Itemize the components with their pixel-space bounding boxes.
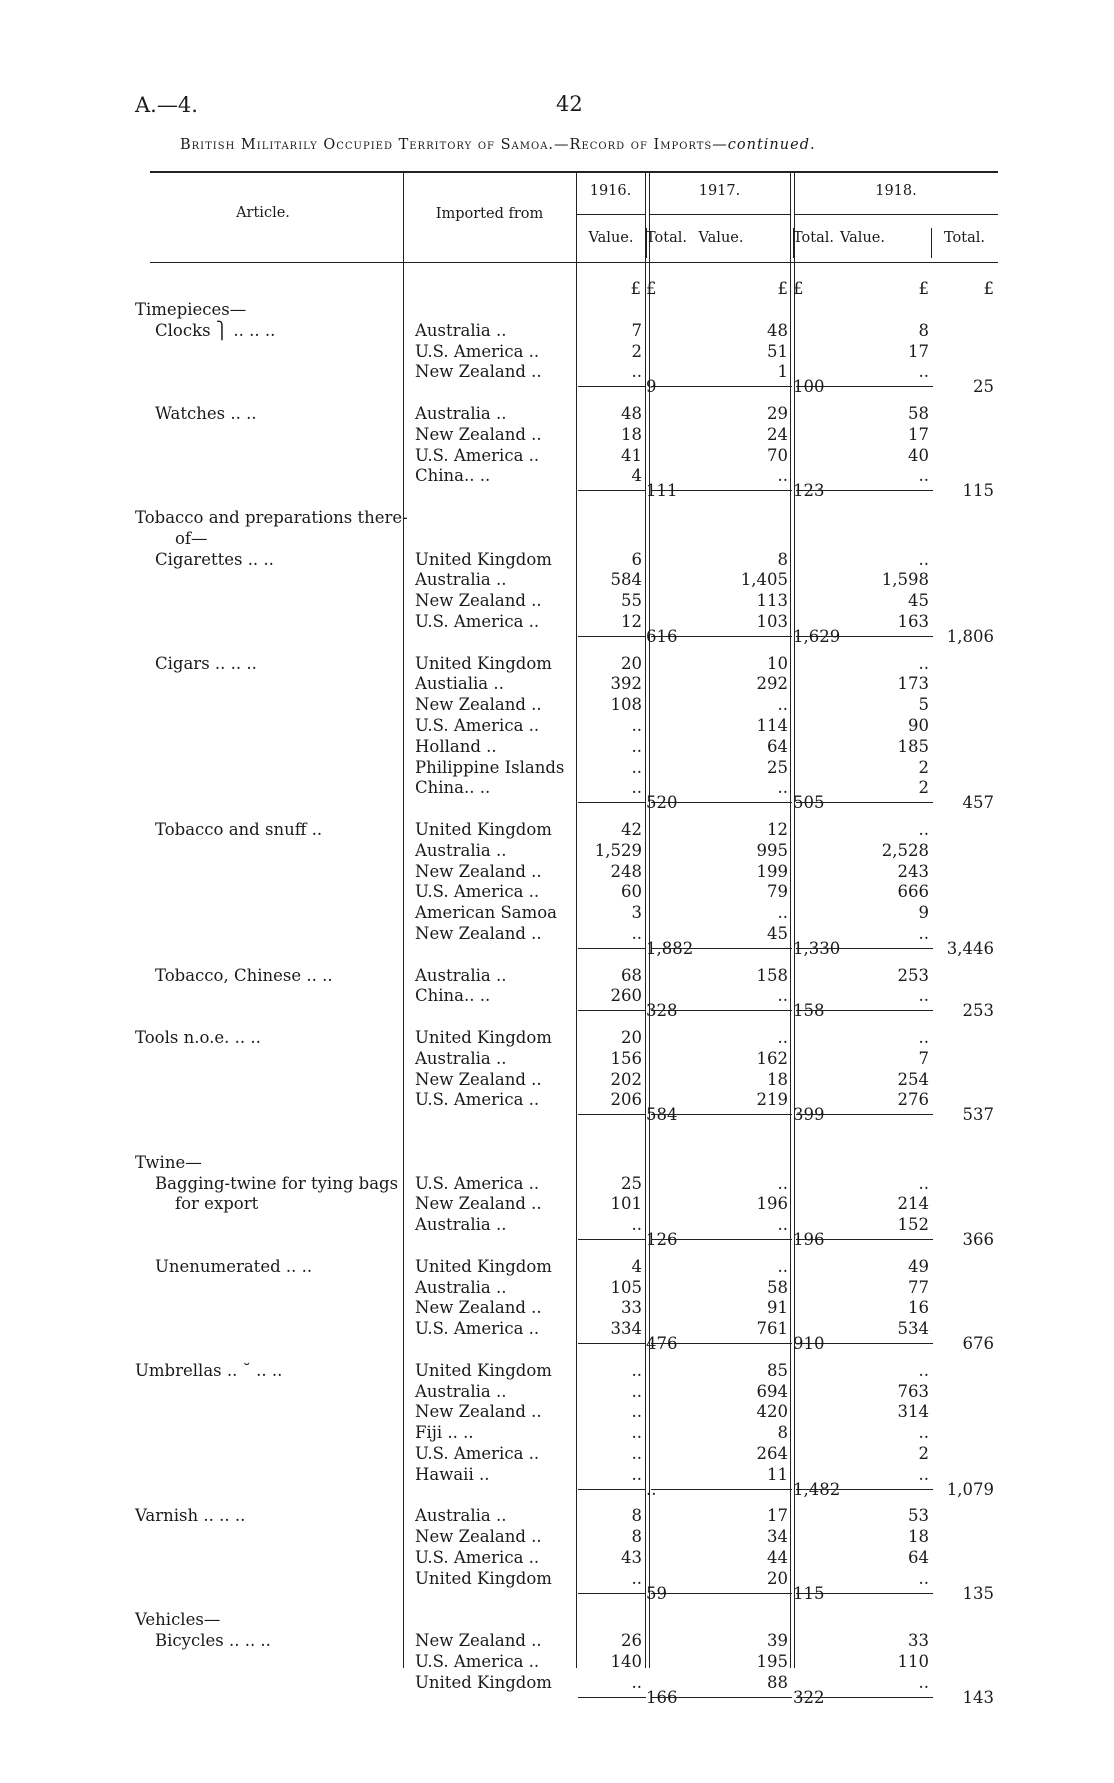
row-value-v18: .. — [918, 1173, 929, 1193]
header-total-1916: Total. — [646, 230, 687, 246]
row-value-v16: 8 — [631, 1506, 642, 1526]
row-source: New Zealand .. — [415, 924, 542, 943]
row-value-v16: .. — [631, 716, 642, 735]
currency-symbol: £ — [918, 279, 929, 298]
row-value-v16: 12 — [621, 612, 642, 631]
row-source: United Kingdom — [415, 549, 552, 569]
row-value-v17: 195 — [756, 1652, 788, 1671]
header-year-1918: 1918. — [875, 183, 917, 199]
row-value-v16: 20 — [621, 1028, 642, 1047]
row-value-v18: 77 — [908, 1277, 929, 1297]
row-source: United Kingdom — [415, 1028, 552, 1047]
header-total-1918: Total. — [944, 230, 985, 246]
row-value-v17: 199 — [756, 861, 788, 881]
subtotal-rule — [578, 1010, 646, 1011]
row-value-v16: .. — [631, 924, 642, 943]
row-source: U.S. America .. — [415, 1444, 540, 1463]
row-value-v16: 68 — [621, 965, 642, 985]
row-source: United Kingdom — [415, 1256, 552, 1276]
subtotal-rule — [578, 948, 646, 949]
row-value-v16: 3 — [631, 903, 642, 923]
row-source: New Zealand .. — [415, 1527, 542, 1547]
row-value-v16: .. — [631, 1444, 642, 1463]
row-value-v18: 2 — [918, 778, 929, 798]
row-source: New Zealand .. — [415, 1298, 542, 1318]
row-value-v17: 51 — [767, 341, 788, 361]
row-value-v16: 140 — [610, 1652, 642, 1671]
row-value-v18: 17 — [908, 341, 929, 361]
row-value-v18: .. — [918, 653, 929, 673]
year-subrule — [649, 214, 790, 215]
row-value-v18: 110 — [897, 1652, 929, 1671]
subtotal-rule — [651, 1489, 792, 1490]
row-total-t18: 25 — [973, 377, 994, 397]
subtotal-rule — [651, 386, 792, 387]
title-main: British Militarily Occupied Territory of Samoa.—Record of Imports— — [180, 137, 728, 153]
row-value-v18: 8 — [918, 320, 929, 340]
row-article: Tools n.o.e. .. .. — [135, 1028, 261, 1047]
header-value-1916: Value. — [588, 230, 634, 246]
row-source: New Zealand .. — [415, 1402, 542, 1422]
currency-symbol: £ — [983, 279, 994, 298]
row-value-v18: .. — [918, 1028, 929, 1047]
row-value-v16: .. — [631, 1672, 642, 1692]
row-article: of— — [175, 528, 208, 548]
row-total-t17: 910 — [793, 1334, 825, 1353]
row-total-t17: 100 — [793, 377, 825, 397]
row-value-v17: 292 — [756, 674, 788, 694]
row-value-v17: .. — [777, 466, 788, 486]
row-value-v18: .. — [918, 466, 929, 486]
row-total-t16: 328 — [646, 1001, 678, 1021]
row-value-v18: .. — [918, 1464, 929, 1484]
row-source: Australia .. — [415, 840, 507, 860]
row-value-v16: 20 — [621, 653, 642, 673]
row-source: New Zealand .. — [415, 591, 542, 611]
row-source: Australia .. — [415, 1048, 507, 1068]
year-subrule — [794, 214, 998, 215]
row-value-v16: 260 — [610, 986, 642, 1006]
subtotal-rule — [578, 1489, 646, 1490]
row-value-v18: .. — [918, 1360, 929, 1380]
row-value-v18: .. — [918, 1672, 929, 1692]
row-source: China.. .. — [415, 986, 491, 1006]
header-value-1917: Value. — [698, 230, 744, 246]
row-source: New Zealand .. — [415, 1631, 542, 1651]
row-value-v16: 33 — [621, 1298, 642, 1318]
row-value-v17: 103 — [756, 612, 788, 631]
row-value-v16: 48 — [621, 404, 642, 423]
row-total-t17: 1,330 — [793, 938, 841, 958]
row-value-v17: .. — [777, 986, 788, 1006]
row-total-t17: 123 — [793, 481, 825, 501]
row-value-v17: 264 — [756, 1444, 788, 1463]
row-value-v18: .. — [918, 986, 929, 1006]
row-source: Australia .. — [415, 1506, 507, 1526]
row-value-v17: 24 — [767, 424, 788, 444]
row-value-v17: .. — [777, 1173, 788, 1193]
row-source: New Zealand .. — [415, 695, 542, 715]
row-value-v17: .. — [777, 1256, 788, 1276]
row-article: Unenumerated .. .. — [155, 1256, 313, 1276]
row-source: U.S. America .. — [415, 882, 540, 902]
row-source: American Samoa — [415, 903, 557, 923]
row-value-v16: 202 — [610, 1069, 642, 1089]
row-source: Australia .. — [415, 1215, 507, 1235]
row-value-v17: 48 — [767, 320, 788, 340]
row-source: United Kingdom — [415, 1568, 552, 1588]
row-value-v16: 584 — [610, 570, 642, 590]
row-value-v17: 10 — [767, 653, 788, 673]
row-value-v18: 16 — [908, 1298, 929, 1318]
row-source: U.S. America .. — [415, 1652, 540, 1671]
row-value-v17: 761 — [756, 1319, 788, 1339]
header-article: Article. — [236, 205, 290, 221]
row-value-v17: 158 — [756, 965, 788, 985]
row-total-t16: .. — [646, 1479, 657, 1499]
col-rule-1918-a — [790, 171, 791, 1668]
row-value-v17: 85 — [767, 1360, 788, 1380]
row-value-v17: .. — [777, 778, 788, 798]
row-total-t16: 59 — [646, 1583, 667, 1603]
row-article: Tobacco, Chinese .. .. — [155, 965, 333, 985]
row-total-t17: 115 — [793, 1583, 825, 1603]
row-value-v18: 18 — [908, 1527, 929, 1547]
subtotal-rule — [578, 1593, 646, 1594]
row-value-v18: 45 — [908, 591, 929, 611]
header-top-rule — [150, 171, 998, 173]
row-value-v16: 26 — [621, 1631, 642, 1651]
row-value-v18: .. — [918, 1423, 929, 1443]
row-value-v17: 694 — [756, 1381, 788, 1401]
row-value-v18: 58 — [908, 404, 929, 423]
row-value-v18: 53 — [908, 1506, 929, 1526]
row-value-v18: .. — [918, 1568, 929, 1588]
row-total-t16: 1,882 — [646, 938, 694, 958]
header-bottom-rule — [150, 262, 998, 263]
row-value-v18: 163 — [897, 612, 929, 631]
row-value-v17: 64 — [767, 736, 788, 756]
row-article: Tobacco and snuff .. — [155, 820, 323, 839]
row-value-v17: 91 — [767, 1298, 788, 1318]
row-article: Tobacco and preparations there- — [135, 508, 408, 527]
row-value-v16: 8 — [631, 1527, 642, 1547]
row-value-v17: 1,405 — [740, 570, 788, 590]
row-total-t18: 115 — [962, 481, 994, 501]
row-value-v18: 2,528 — [881, 840, 929, 860]
row-value-v16: .. — [631, 1402, 642, 1422]
row-total-t16: 520 — [646, 793, 678, 813]
row-value-v16: 101 — [610, 1194, 642, 1214]
row-source: Hawaii .. — [415, 1464, 490, 1484]
row-value-v16: 42 — [621, 820, 642, 839]
row-source: New Zealand .. — [415, 362, 542, 382]
row-value-v17: 20 — [767, 1568, 788, 1588]
row-value-v17: 113 — [756, 591, 788, 611]
row-total-t16: 111 — [646, 481, 678, 501]
row-total-t17: 196 — [793, 1230, 825, 1249]
row-value-v16: .. — [631, 1381, 642, 1401]
row-value-v17: 17 — [767, 1506, 788, 1526]
title-continued: continued. — [727, 137, 816, 153]
row-value-v17: .. — [777, 1215, 788, 1235]
row-total-t16: 166 — [646, 1687, 678, 1707]
row-total-t17: 399 — [793, 1105, 825, 1125]
row-source: New Zealand .. — [415, 1069, 542, 1089]
row-value-v16: 18 — [621, 424, 642, 444]
row-value-v16: 4 — [631, 1256, 642, 1276]
header-imported-from: Imported from — [435, 206, 544, 222]
header-total-1917: Total. — [793, 230, 834, 246]
row-source: Australia .. — [415, 570, 507, 590]
row-value-v17: 70 — [767, 445, 788, 465]
row-value-v16: 60 — [621, 882, 642, 902]
row-value-v16: 43 — [621, 1548, 642, 1567]
row-source: U.S. America .. — [415, 1090, 540, 1110]
currency-symbol: £ — [646, 279, 657, 298]
row-source: Philippine Islands — [415, 757, 565, 777]
row-source: U.S. America .. — [415, 1319, 540, 1339]
row-value-v18: 173 — [897, 674, 929, 694]
row-source: U.S. America .. — [415, 341, 540, 361]
row-total-t17: 1,482 — [793, 1479, 841, 1499]
row-value-v17: 25 — [767, 757, 788, 777]
row-article: Vehicles— — [135, 1610, 221, 1630]
row-value-v18: 64 — [908, 1548, 929, 1567]
row-value-v17: 44 — [767, 1548, 788, 1567]
row-value-v17: 196 — [756, 1194, 788, 1214]
row-value-v17: 39 — [767, 1631, 788, 1651]
row-value-v17: .. — [777, 1028, 788, 1047]
row-article: for export — [175, 1194, 259, 1214]
row-value-v18: 763 — [897, 1381, 929, 1401]
row-value-v18: 185 — [897, 736, 929, 756]
row-value-v17: 995 — [756, 840, 788, 860]
row-value-v17: 18 — [767, 1069, 788, 1089]
row-source: Australia .. — [415, 404, 507, 423]
row-value-v16: .. — [631, 757, 642, 777]
page-title — [180, 137, 816, 153]
row-article: Bicycles .. .. .. — [155, 1631, 271, 1651]
row-article: Timepieces— — [135, 300, 247, 319]
row-value-v17: 34 — [767, 1527, 788, 1547]
row-source: New Zealand .. — [415, 1194, 542, 1214]
row-article: Watches .. .. — [155, 404, 257, 423]
row-source: China.. .. — [415, 466, 491, 486]
row-source: Australia .. — [415, 1277, 507, 1297]
row-value-v16: 25 — [621, 1173, 642, 1193]
subtotal-rule — [578, 1343, 646, 1344]
header-value-1918: Value. — [840, 230, 885, 246]
subtotal-rule — [578, 1114, 646, 1115]
row-article: Twine— — [135, 1152, 202, 1172]
row-value-v18: 40 — [908, 445, 929, 465]
row-article: Cigarettes .. .. — [155, 549, 274, 569]
row-total-t16: 476 — [646, 1334, 678, 1353]
row-source: New Zealand .. — [415, 861, 542, 881]
row-source: United Kingdom — [415, 820, 552, 839]
row-total-t18: 1,079 — [946, 1479, 994, 1499]
row-value-v17: 58 — [767, 1277, 788, 1297]
row-value-v18: .. — [918, 820, 929, 839]
currency-symbol: £ — [777, 279, 788, 298]
row-value-v16: 2 — [631, 341, 642, 361]
row-value-v18: 214 — [897, 1194, 929, 1214]
row-total-t16: 126 — [646, 1230, 678, 1249]
row-total-t17: 322 — [793, 1687, 825, 1707]
row-value-v18: 152 — [897, 1215, 929, 1235]
header-year-1917: 1917. — [698, 183, 741, 199]
row-total-t17: 505 — [793, 793, 825, 813]
row-total-t18: 3,446 — [946, 938, 994, 958]
year-subrule — [576, 214, 645, 215]
row-value-v17: 29 — [767, 404, 788, 423]
row-total-t16: 9 — [646, 377, 657, 397]
row-value-v17: 45 — [767, 924, 788, 943]
row-value-v18: 254 — [897, 1069, 929, 1089]
row-article: Umbrellas .. ˘ .. .. — [135, 1360, 283, 1380]
row-article: Cigars .. .. .. — [155, 653, 257, 673]
row-total-t17: 158 — [793, 1001, 825, 1021]
row-value-v16: 248 — [610, 861, 642, 881]
row-total-t18: 253 — [962, 1001, 994, 1021]
row-source: Australia .. — [415, 320, 507, 340]
row-value-v18: 5 — [918, 695, 929, 715]
row-value-v18: .. — [918, 362, 929, 382]
row-value-v16: .. — [631, 778, 642, 798]
row-value-v18: 666 — [897, 882, 929, 902]
row-value-v16: .. — [631, 1568, 642, 1588]
row-value-v17: 162 — [756, 1048, 788, 1068]
row-value-v16: 206 — [610, 1090, 642, 1110]
row-value-v16: 41 — [621, 445, 642, 465]
row-source: U.S. America .. — [415, 445, 540, 465]
currency-symbol: £ — [793, 279, 804, 298]
page-ref: A.—4. — [135, 93, 198, 117]
row-value-v16: 55 — [621, 591, 642, 611]
row-value-v18: 9 — [918, 903, 929, 923]
row-value-v16: 108 — [610, 695, 642, 715]
row-source: United Kingdom — [415, 1360, 552, 1380]
row-value-v18: 2 — [918, 757, 929, 777]
row-value-v18: 2 — [918, 1444, 929, 1463]
row-total-t18: 366 — [962, 1230, 994, 1249]
row-value-v18: 90 — [908, 716, 929, 735]
row-source: Australia .. — [415, 1381, 507, 1401]
row-total-t16: 584 — [646, 1105, 678, 1125]
row-value-v18: 49 — [908, 1256, 929, 1276]
row-value-v16: 392 — [610, 674, 642, 694]
subtotal-rule — [578, 636, 646, 637]
row-value-v18: 17 — [908, 424, 929, 444]
row-value-v18: .. — [918, 924, 929, 943]
row-total-t18: 537 — [962, 1105, 994, 1125]
row-value-v16: .. — [631, 736, 642, 756]
row-total-t18: 1,806 — [946, 626, 994, 646]
row-value-v16: .. — [631, 1360, 642, 1380]
row-total-t18: 676 — [962, 1334, 994, 1353]
row-value-v17: 12 — [767, 820, 788, 839]
row-value-v17: 420 — [756, 1402, 788, 1422]
row-total-t17: 1,629 — [793, 626, 841, 646]
row-source: United Kingdom — [415, 1672, 552, 1692]
row-value-v17: 219 — [756, 1090, 788, 1110]
subtotal-rule — [578, 386, 646, 387]
row-value-v18: 1,598 — [881, 570, 929, 590]
row-source: China.. .. — [415, 778, 491, 798]
row-source: Austialia .. — [415, 674, 504, 694]
row-value-v17: 79 — [767, 882, 788, 902]
row-value-v18: 276 — [897, 1090, 929, 1110]
row-value-v17: .. — [777, 695, 788, 715]
row-value-v16: 7 — [631, 320, 642, 340]
row-value-v18: .. — [918, 549, 929, 569]
row-value-v17: 8 — [777, 549, 788, 569]
subtotal-rule — [578, 490, 646, 491]
row-source: Fiji .. .. — [415, 1423, 474, 1443]
row-source: New Zealand .. — [415, 424, 542, 444]
currency-symbol: £ — [630, 279, 641, 298]
row-source: U.S. America .. — [415, 612, 540, 631]
row-article: Clocks ⎫ .. .. .. — [155, 320, 276, 340]
row-value-v18: 7 — [918, 1048, 929, 1068]
row-value-v18: 253 — [897, 965, 929, 985]
header-year-1916: 1916. — [589, 183, 632, 199]
row-value-v16: 105 — [610, 1277, 642, 1297]
row-value-v16: 1,529 — [594, 840, 642, 860]
row-source: Australia .. — [415, 965, 507, 985]
row-value-v16: 156 — [610, 1048, 642, 1068]
page-number: 42 — [556, 92, 583, 116]
row-source: United Kingdom — [415, 653, 552, 673]
row-total-t18: 457 — [962, 793, 994, 813]
row-value-v17: 8 — [777, 1423, 788, 1443]
row-source: U.S. America .. — [415, 1548, 540, 1567]
row-value-v18: 243 — [897, 861, 929, 881]
row-source: U.S. America .. — [415, 716, 540, 735]
row-value-v18: 33 — [908, 1631, 929, 1651]
subtotal-rule — [578, 1239, 646, 1240]
row-value-v18: 534 — [897, 1319, 929, 1339]
row-value-v16: .. — [631, 1423, 642, 1443]
row-value-v16: .. — [631, 1215, 642, 1235]
subtotal-rule — [578, 1697, 646, 1698]
row-value-v17: 114 — [756, 716, 788, 735]
row-value-v17: 11 — [767, 1464, 788, 1484]
row-value-v18: 314 — [897, 1402, 929, 1422]
row-value-v16: .. — [631, 362, 642, 382]
row-value-v16: .. — [631, 1464, 642, 1484]
row-total-t18: 135 — [962, 1583, 994, 1603]
row-source: Holland .. — [415, 736, 497, 756]
row-total-t16: 616 — [646, 626, 678, 646]
row-article: Varnish .. .. .. — [135, 1506, 246, 1526]
row-value-v16: 6 — [631, 549, 642, 569]
row-value-v16: 334 — [610, 1319, 642, 1339]
row-value-v17: .. — [777, 903, 788, 923]
subtotal-rule — [578, 802, 646, 803]
row-article: Bagging-twine for tying bags — [155, 1173, 399, 1193]
subtotal-rule — [651, 1593, 792, 1594]
col-rule-article — [403, 171, 404, 1668]
row-total-t18: 143 — [962, 1687, 994, 1707]
row-value-v16: 4 — [631, 466, 642, 486]
row-value-v17: 1 — [777, 362, 788, 382]
row-source: U.S. America .. — [415, 1173, 540, 1193]
row-value-v17: 88 — [767, 1672, 788, 1692]
